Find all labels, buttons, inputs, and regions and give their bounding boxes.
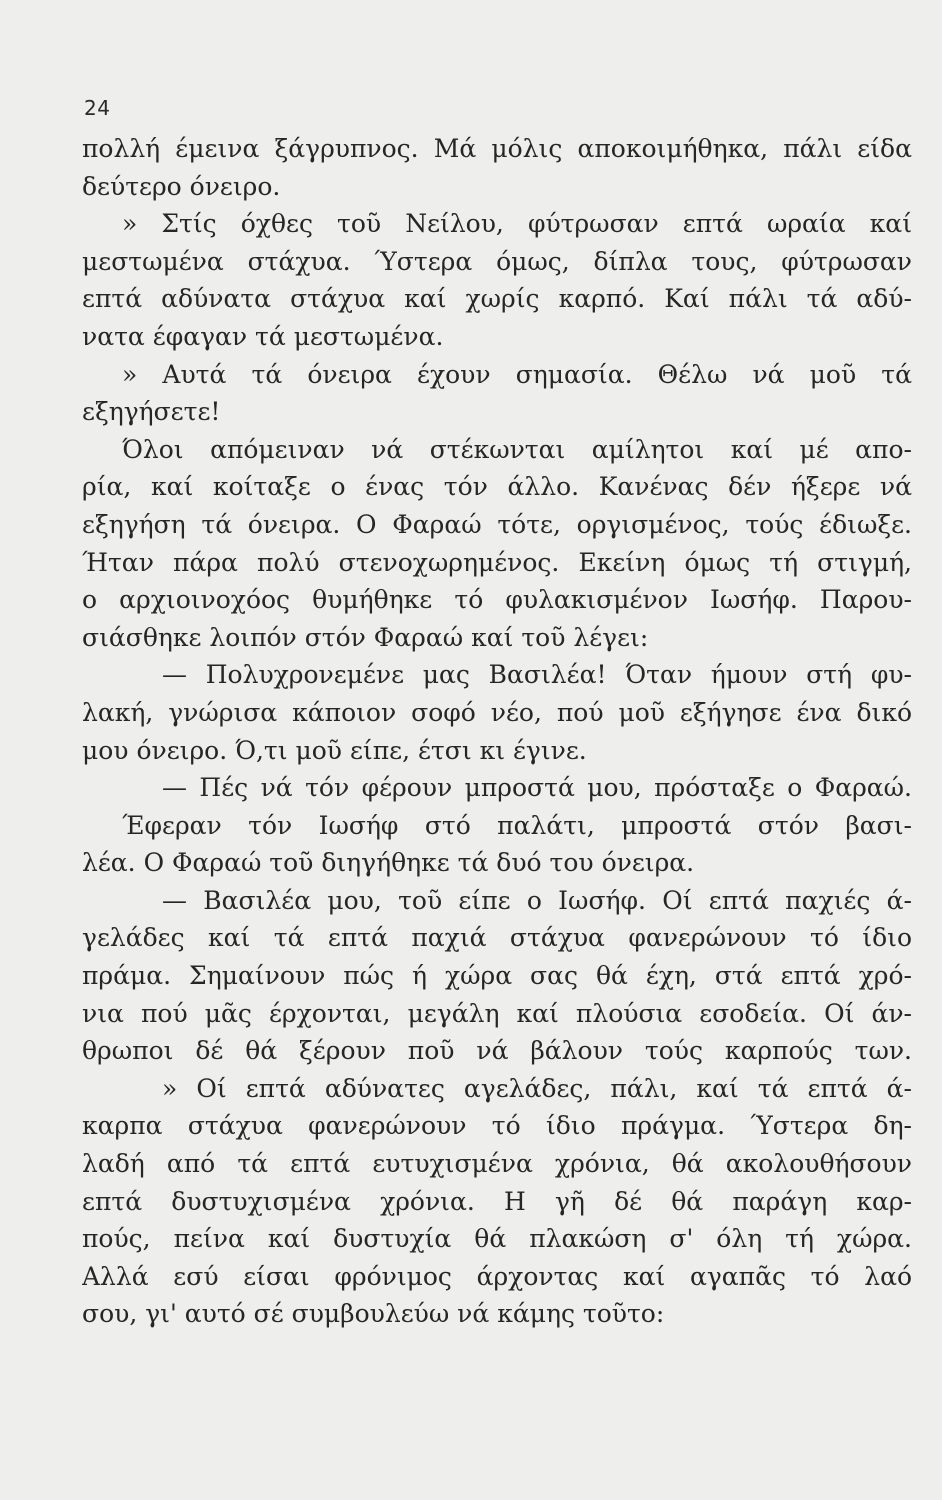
text-line: Αλλά εσύ είσαι φρόνιμος άρχοντας καί αγαπᾶς τό λαό <box>82 1261 912 1291</box>
text-line: λέα. Ο Φαραώ τοῦ διηγήθηκε τά δυό του όνειρα. <box>82 848 695 878</box>
body-text <box>82 130 912 1333</box>
text-line: λαδή από τά επτά ευτυχισμένα χρόνια, θά ακολουθήσουν <box>82 1149 912 1179</box>
text-line: γελάδες καί τά επτά παχιά στάχυα φανερώνουν τό ίδιο <box>82 923 912 953</box>
text-line: εξηγήση τά όνειρα. Ο Φαραώ τότε, οργισμένος, τούς έδιωξε. <box>82 509 912 539</box>
text-line: νατα έφαγαν τά μεστωμένα. <box>82 321 444 351</box>
text-line: — Πές νά τόν φέρουν μπροστά μου, πρόσταξε ο Φαραώ. <box>162 773 912 803</box>
text-line: επτά δυστυχισμένα χρόνια. Η γῆ δέ θά παράγη καρ- <box>82 1186 912 1216</box>
text-line: πράμα. Σημαίνουν πώς ή χώρα σας θά έχη, στά επτά χρό- <box>82 961 912 991</box>
text-line: καρπα στάχυα φανερώνουν τό ίδιο πράγμα. Ύστερα δη- <box>82 1111 912 1141</box>
text-line: Έφεραν τόν Ιωσήφ στό παλάτι, μπροστά στόν βασι- <box>122 810 912 840</box>
text-line: εξηγήσετε! <box>82 397 221 427</box>
text-line: πούς, πείνα καί δυστυχία θά πλακώση σ' όλη τή χώρα. <box>82 1224 912 1254</box>
text-line: — Βασιλέα μου, τοῦ είπε ο Ιωσήφ. Οί επτά παχιές ά- <box>162 885 912 915</box>
text-line: Ήταν πάρα πολύ στενοχωρημένος. Εκείνη όμως τή στιγμή, <box>82 547 912 577</box>
text-line: — Πολυχρονεμένε μας Βασιλέα! Όταν ήμουν στή φυ- <box>162 660 912 690</box>
text-line: μου όνειρο. Ό,τι μοῦ είπε, έτσι κι έγινε. <box>82 735 587 765</box>
text-line: μεστωμένα στάχυα. Ύστερα όμως, δίπλα τους, φύτρωσαν <box>82 246 912 276</box>
text-line: δεύτερο όνειρο. <box>82 171 281 201</box>
text-line: επτά αδύνατα στάχυα καί χωρίς καρπό. Καί πάλι τά αδύ- <box>82 284 912 314</box>
text-line: σου, γι' αυτό σέ συμβουλεύω νά κάμης τοῦτο: <box>82 1299 665 1329</box>
text-line: θρωποι δέ θά ξέρουν ποῦ νά βάλουν τούς καρπούς των. <box>82 1036 912 1066</box>
text-line: πολλή έμεινα ξάγρυπνος. Μά μόλις αποκοιμήθηκα, πάλι είδα <box>82 134 912 163</box>
text-line: » Αυτά τά όνειρα έχουν σημασία. Θέλω νά μοῦ τά <box>122 359 912 389</box>
text-line: » Οί επτά αδύνατες αγελάδες, πάλι, καί τά επτά ά- <box>162 1073 912 1103</box>
text-line: σιάσθηκε λοιπόν στόν Φαραώ καί τοῦ λέγει: <box>82 622 649 652</box>
text-line: Όλοι απόμειναν νά στέκωνται αμίλητοι καί μέ απο- <box>122 434 912 464</box>
text-line: νια πού μᾶς έρχονται, μεγάλη καί πλούσια εσοδεία. Οί άν- <box>82 998 912 1028</box>
text-line: » Στίς όχθες τοῦ Νείλου, φύτρωσαν επτά ωραία καί <box>122 209 912 239</box>
page-number: 24 <box>84 96 111 120</box>
text-line: λακή, γνώρισα κάποιον σοφό νέο, πού μοῦ εξήγησε ένα δικό <box>82 697 912 727</box>
text-line: ο αρχιοινοχόος θυμήθηκε τό φυλακισμένον Ιωσήφ. Παρου- <box>82 585 912 615</box>
text-line: ρία, καί κοίταξε ο ένας τόν άλλο. Κανένας δέν ήξερε νά <box>82 472 912 502</box>
